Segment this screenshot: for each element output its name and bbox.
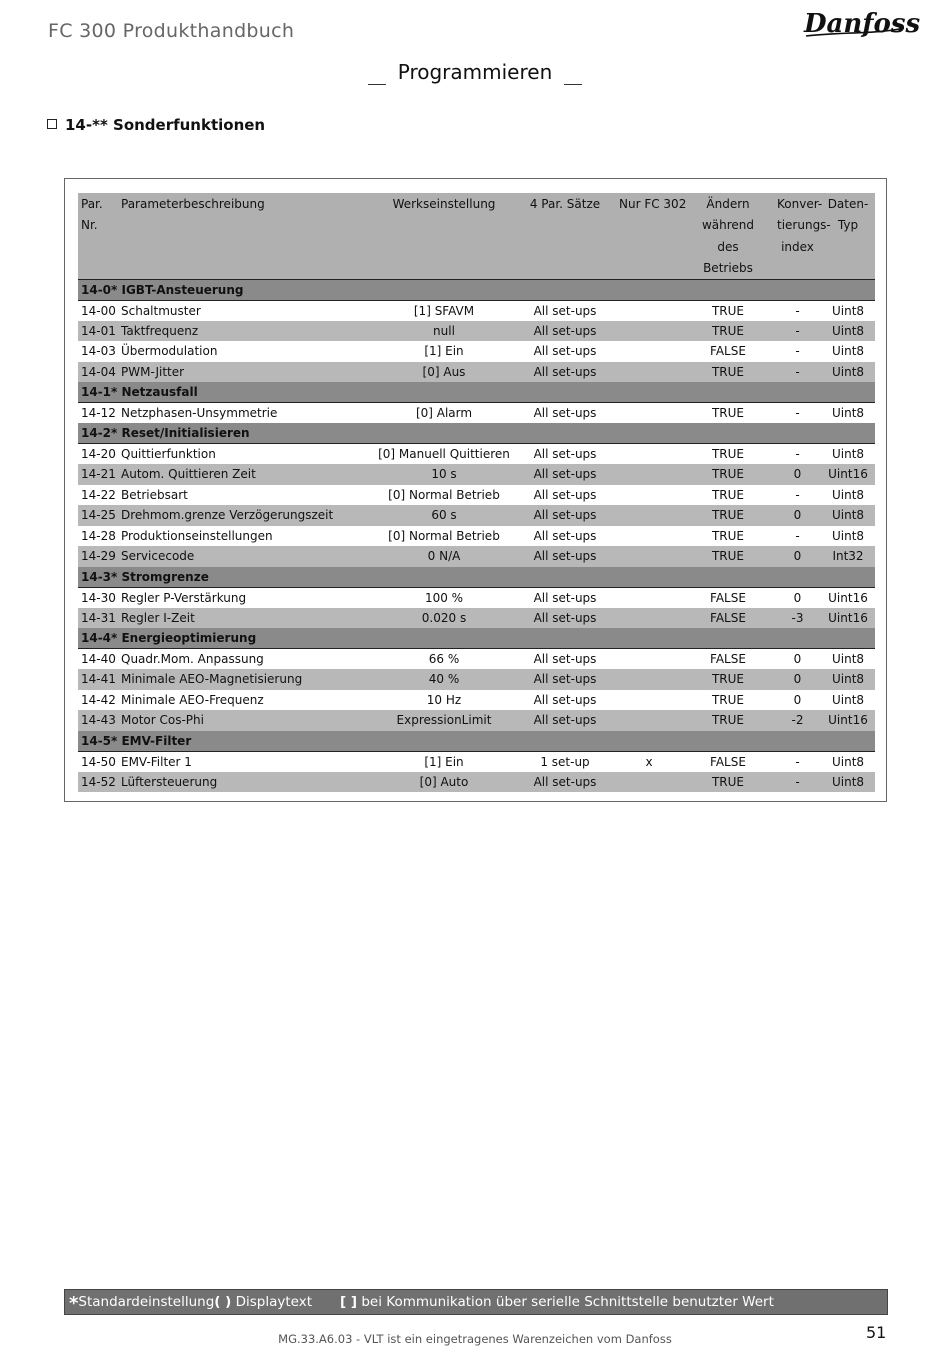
legend-bracket-symbol: [ ] bbox=[340, 1294, 358, 1310]
cell-par-nr: 14-40 bbox=[81, 652, 116, 666]
cell-conversion-index: - bbox=[795, 364, 800, 379]
cell-conversion-index: - bbox=[795, 344, 800, 359]
header-data-type: Typ bbox=[837, 218, 859, 233]
cell-fc302-only bbox=[616, 341, 682, 362]
header-description bbox=[118, 236, 374, 258]
cell-fc302-only bbox=[616, 444, 682, 465]
header-conversion-index bbox=[774, 258, 821, 280]
header-fc302-only bbox=[616, 258, 682, 280]
cell-data-type: Uint8 bbox=[831, 323, 865, 338]
cell-fc302-only bbox=[616, 772, 682, 793]
table-row bbox=[78, 649, 875, 670]
legend-paren-symbol: ( ) bbox=[214, 1294, 232, 1310]
cell-data-type: Uint16 bbox=[828, 467, 868, 482]
cell-fc302-only: x bbox=[645, 754, 653, 769]
cell-description: Autom. Quittieren Zeit bbox=[121, 467, 256, 482]
group-title: 14-2* Reset/Initialisieren bbox=[78, 423, 875, 444]
table-header bbox=[78, 193, 875, 280]
cell-set-ups: All set-ups bbox=[533, 487, 597, 502]
cell-data-type: Uint8 bbox=[831, 754, 865, 769]
cell-par-nr: 14-04 bbox=[81, 364, 116, 379]
cell-default: 0 N/A bbox=[427, 549, 461, 564]
section-heading bbox=[47, 116, 265, 134]
table-row bbox=[78, 772, 875, 793]
cell-description: Produktionseinstellungen bbox=[121, 528, 273, 543]
cell-set-ups: All set-ups bbox=[533, 467, 597, 482]
header-data-type bbox=[821, 258, 875, 280]
table-row bbox=[78, 710, 875, 731]
cell-description: Taktfrequenz bbox=[121, 323, 199, 338]
cell-description: Quadr.Mom. Anpassung bbox=[121, 652, 264, 666]
cell-data-type: Uint8 bbox=[831, 774, 865, 789]
header-row bbox=[78, 236, 875, 258]
header-description: Parameterbeschreibung bbox=[121, 196, 265, 211]
cell-data-type: Uint16 bbox=[828, 590, 868, 605]
header-conversion-index: index bbox=[781, 239, 814, 254]
cell-par-nr: 14-50 bbox=[81, 754, 116, 769]
cell-set-ups: All set-ups bbox=[533, 344, 597, 359]
cell-default: [0] Auto bbox=[419, 774, 469, 789]
cell-par-nr: 14-30 bbox=[81, 590, 116, 605]
group-row bbox=[78, 382, 875, 403]
cell-set-ups: 1 set-up bbox=[540, 754, 590, 769]
cell-conversion-index: - bbox=[795, 303, 800, 318]
header-description bbox=[118, 258, 374, 280]
cell-change-running: TRUE bbox=[711, 406, 745, 420]
cell-default: [0] Normal Betrieb bbox=[388, 487, 500, 502]
header-fc302-only bbox=[616, 236, 682, 258]
header-fc302-only bbox=[616, 215, 682, 237]
cell-fc302-only bbox=[616, 608, 682, 629]
cell-data-type: Uint8 bbox=[831, 364, 865, 379]
cell-conversion-index: 0 bbox=[793, 467, 802, 482]
header-set-ups bbox=[514, 215, 616, 237]
cell-description: Regler I-Zeit bbox=[121, 610, 195, 625]
cell-default: [0] Aus bbox=[422, 364, 466, 379]
cell-par-nr: 14-52 bbox=[81, 774, 116, 789]
table-row bbox=[78, 464, 875, 485]
cell-description: Drehmom.grenze Verzögerungszeit bbox=[121, 508, 334, 523]
group-title: 14-3* Stromgrenze bbox=[78, 567, 875, 588]
cell-conversion-index: - bbox=[795, 774, 800, 789]
cell-par-nr: 14-42 bbox=[81, 692, 116, 707]
cell-description: Servicecode bbox=[121, 549, 195, 564]
cell-change-running: TRUE bbox=[711, 487, 745, 502]
group-row bbox=[78, 280, 875, 301]
cell-change-running: TRUE bbox=[711, 692, 745, 707]
header-data-type: Daten- bbox=[827, 196, 869, 211]
cell-set-ups: All set-ups bbox=[533, 323, 597, 338]
header-default bbox=[374, 236, 514, 258]
cell-fc302-only bbox=[616, 546, 682, 567]
cell-conversion-index: 0 bbox=[793, 652, 802, 666]
cell-change-running: FALSE bbox=[710, 344, 746, 359]
cell-par-nr: 14-25 bbox=[81, 508, 116, 523]
cell-fc302-only bbox=[616, 669, 682, 690]
legend-standard: Standardeinstellung bbox=[78, 1294, 215, 1310]
danfoss-logo bbox=[800, 2, 921, 44]
footer-note: MG.33.A6.03 - VLT ist ein eingetragenes Warenzeichen vom Danfoss bbox=[278, 1332, 672, 1346]
cell-default: 60 s bbox=[431, 508, 457, 523]
cell-conversion-index: 0 bbox=[793, 549, 802, 564]
cell-conversion-index: - bbox=[795, 323, 800, 338]
parameter-table bbox=[78, 193, 875, 792]
cell-set-ups: All set-ups bbox=[533, 672, 597, 687]
cell-change-running: TRUE bbox=[711, 303, 745, 318]
cell-change-running: FALSE bbox=[710, 652, 746, 666]
cell-data-type: Uint8 bbox=[831, 406, 865, 420]
header-change-running: des bbox=[717, 239, 739, 254]
cell-set-ups: All set-ups bbox=[533, 508, 597, 523]
table-row bbox=[78, 321, 875, 342]
document-title: FC 300 Produkthandbuch bbox=[48, 20, 295, 42]
chapter-title: Programmieren bbox=[397, 60, 553, 84]
cell-data-type: Uint8 bbox=[831, 344, 865, 359]
cell-conversion-index: - bbox=[795, 528, 800, 543]
legend-bus: bei Kommunikation über serielle Schnittstelle benutzter Wert bbox=[361, 1294, 774, 1310]
cell-fc302-only bbox=[616, 362, 682, 383]
cell-data-type: Uint8 bbox=[831, 652, 865, 666]
cell-description: Schaltmuster bbox=[121, 303, 201, 318]
table-row bbox=[78, 669, 875, 690]
cell-conversion-index: 0 bbox=[793, 672, 802, 687]
group-row bbox=[78, 628, 875, 649]
cell-fc302-only bbox=[616, 649, 682, 670]
cell-default: null bbox=[433, 323, 455, 338]
cell-data-type: Uint16 bbox=[828, 713, 868, 728]
cell-par-nr: 14-21 bbox=[81, 467, 116, 482]
cell-change-running: FALSE bbox=[710, 754, 746, 769]
table-row bbox=[78, 362, 875, 383]
table-row bbox=[78, 444, 875, 465]
cell-description: PWM-Jitter bbox=[121, 364, 185, 379]
cell-default: 66 % bbox=[428, 652, 460, 666]
cell-set-ups: All set-ups bbox=[533, 774, 597, 789]
table-row bbox=[78, 485, 875, 506]
header-par-nr bbox=[78, 258, 118, 280]
section-title: 14-** Sonderfunktionen bbox=[65, 116, 266, 134]
cell-fc302-only bbox=[616, 321, 682, 342]
cell-set-ups: All set-ups bbox=[533, 652, 597, 666]
header-description bbox=[118, 215, 374, 237]
cell-description: Quittierfunktion bbox=[121, 447, 216, 461]
cell-description: Netzphasen-Unsymmetrie bbox=[121, 406, 278, 420]
cell-description: Regler P-Verstärkung bbox=[121, 590, 247, 605]
asterisk-icon: * bbox=[69, 1293, 79, 1314]
cell-change-running: TRUE bbox=[711, 467, 745, 482]
cell-change-running: TRUE bbox=[711, 672, 745, 687]
cell-fc302-only bbox=[616, 587, 682, 608]
chapter-dash-left bbox=[368, 84, 386, 85]
legend-bar bbox=[64, 1289, 888, 1315]
cell-set-ups: All set-ups bbox=[533, 303, 597, 318]
cell-change-running: TRUE bbox=[711, 549, 745, 564]
cell-conversion-index: 0 bbox=[793, 590, 802, 605]
cell-set-ups: All set-ups bbox=[533, 610, 597, 625]
cell-par-nr: 14-20 bbox=[81, 447, 116, 461]
cell-description: Übermodulation bbox=[121, 344, 218, 359]
table-row bbox=[78, 403, 875, 424]
checkbox-square-icon bbox=[47, 119, 57, 129]
group-title: 14-1* Netzausfall bbox=[78, 382, 875, 403]
cell-fc302-only bbox=[616, 690, 682, 711]
header-conversion-index: Konver- bbox=[777, 196, 823, 211]
cell-conversion-index: -3 bbox=[791, 610, 804, 625]
cell-default: [0] Alarm bbox=[415, 406, 473, 420]
header-set-ups: 4 Par. Sätze bbox=[529, 196, 601, 211]
cell-default: 10 Hz bbox=[426, 692, 462, 707]
cell-set-ups: All set-ups bbox=[533, 549, 597, 564]
cell-conversion-index: - bbox=[795, 447, 800, 461]
header-row bbox=[78, 258, 875, 280]
cell-default: 100 % bbox=[424, 590, 464, 605]
cell-data-type: Uint16 bbox=[828, 610, 868, 625]
cell-conversion-index: -2 bbox=[791, 713, 804, 728]
cell-set-ups: All set-ups bbox=[533, 364, 597, 379]
cell-default: [1] SFAVM bbox=[413, 303, 475, 318]
cell-description: Minimale AEO-Magnetisierung bbox=[121, 672, 303, 687]
header-change-running: Ändern bbox=[706, 196, 750, 211]
cell-fc302-only bbox=[616, 505, 682, 526]
table-row bbox=[78, 608, 875, 629]
cell-par-nr: 14-28 bbox=[81, 528, 116, 543]
cell-par-nr: 14-41 bbox=[81, 672, 116, 687]
cell-fc302-only bbox=[616, 526, 682, 547]
header-conversion-index: tierungs- bbox=[777, 218, 831, 233]
group-row bbox=[78, 731, 875, 752]
header-par-nr: Par. bbox=[81, 196, 103, 211]
header-default: Werkseinstellung bbox=[392, 196, 496, 211]
cell-set-ups: All set-ups bbox=[533, 713, 597, 728]
cell-set-ups: All set-ups bbox=[533, 692, 597, 707]
cell-default: 10 s bbox=[431, 467, 457, 482]
cell-description: Lüftersteuerung bbox=[121, 774, 218, 789]
table-row bbox=[78, 751, 875, 772]
cell-par-nr: 14-03 bbox=[81, 344, 116, 359]
cell-par-nr: 14-29 bbox=[81, 549, 116, 564]
cell-conversion-index: 0 bbox=[793, 508, 802, 523]
cell-description: Betriebsart bbox=[121, 487, 188, 502]
cell-description: EMV-Filter 1 bbox=[121, 754, 192, 769]
cell-fc302-only bbox=[616, 710, 682, 731]
cell-fc302-only bbox=[616, 485, 682, 506]
cell-data-type: Uint8 bbox=[831, 508, 865, 523]
header-default bbox=[374, 258, 514, 280]
cell-set-ups: All set-ups bbox=[533, 528, 597, 543]
chapter-dash-right bbox=[564, 84, 582, 85]
cell-par-nr: 14-43 bbox=[81, 713, 116, 728]
header-change-running: während bbox=[701, 218, 755, 233]
cell-conversion-index: 0 bbox=[793, 692, 802, 707]
header-default bbox=[374, 215, 514, 237]
cell-default: [1] Ein bbox=[424, 344, 464, 359]
cell-fc302-only bbox=[616, 464, 682, 485]
header-par-nr: Nr. bbox=[81, 218, 98, 233]
cell-par-nr: 14-01 bbox=[81, 323, 116, 338]
header-set-ups bbox=[514, 236, 616, 258]
header-fc302-only: Nur FC 302 bbox=[619, 196, 687, 211]
cell-change-running: TRUE bbox=[711, 323, 745, 338]
group-title: 14-5* EMV-Filter bbox=[78, 731, 875, 752]
cell-change-running: TRUE bbox=[711, 774, 745, 789]
cell-set-ups: All set-ups bbox=[533, 447, 597, 461]
group-row bbox=[78, 423, 875, 444]
header-change-running: Betriebs bbox=[682, 258, 774, 280]
cell-change-running: TRUE bbox=[711, 447, 745, 461]
group-row bbox=[78, 567, 875, 588]
cell-default: ExpressionLimit bbox=[396, 713, 492, 728]
table-row bbox=[78, 526, 875, 547]
cell-change-running: FALSE bbox=[710, 590, 746, 605]
header-row bbox=[78, 215, 875, 237]
cell-data-type: Uint8 bbox=[831, 303, 865, 318]
group-title: 14-4* Energieoptimierung bbox=[78, 628, 875, 649]
chapter-heading bbox=[0, 60, 950, 85]
table-row bbox=[78, 546, 875, 567]
group-title: 14-0* IGBT-Ansteuerung bbox=[78, 280, 875, 301]
cell-default: [0] Normal Betrieb bbox=[388, 528, 500, 543]
cell-par-nr: 14-22 bbox=[81, 487, 116, 502]
cell-default: [1] Ein bbox=[424, 754, 464, 769]
cell-data-type: Uint8 bbox=[831, 487, 865, 502]
cell-conversion-index: - bbox=[795, 487, 800, 502]
cell-description: Motor Cos-Phi bbox=[121, 713, 204, 728]
table-row bbox=[78, 690, 875, 711]
cell-default: [0] Manuell Quittieren bbox=[378, 447, 510, 461]
table-row bbox=[78, 587, 875, 608]
cell-par-nr: 14-31 bbox=[81, 610, 116, 625]
cell-set-ups: All set-ups bbox=[533, 406, 597, 420]
cell-data-type: Uint8 bbox=[831, 528, 865, 543]
cell-data-type: Uint8 bbox=[831, 447, 865, 461]
cell-conversion-index: - bbox=[795, 406, 800, 420]
cell-par-nr: 14-00 bbox=[81, 303, 116, 318]
cell-set-ups: All set-ups bbox=[533, 590, 597, 605]
cell-change-running: TRUE bbox=[711, 364, 745, 379]
table-row bbox=[78, 505, 875, 526]
svg-text:Danfoss: Danfoss bbox=[804, 9, 921, 39]
header-set-ups bbox=[514, 258, 616, 280]
header-data-type bbox=[821, 236, 875, 258]
cell-default: 40 % bbox=[428, 672, 460, 687]
header-par-nr bbox=[78, 236, 118, 258]
table-body bbox=[78, 280, 875, 793]
legend-display: Displaytext bbox=[235, 1294, 313, 1310]
cell-data-type: Uint8 bbox=[831, 692, 865, 707]
cell-change-running: TRUE bbox=[711, 528, 745, 543]
table-row bbox=[78, 300, 875, 321]
cell-fc302-only bbox=[616, 403, 682, 424]
cell-data-type: Int32 bbox=[832, 549, 864, 564]
cell-conversion-index: - bbox=[795, 754, 800, 769]
header-row bbox=[78, 193, 875, 215]
cell-change-running: FALSE bbox=[710, 610, 746, 625]
cell-par-nr: 14-12 bbox=[81, 406, 116, 420]
cell-description: Minimale AEO-Frequenz bbox=[121, 692, 264, 707]
table-row bbox=[78, 341, 875, 362]
cell-fc302-only bbox=[616, 300, 682, 321]
cell-data-type: Uint8 bbox=[831, 672, 865, 687]
cell-change-running: TRUE bbox=[711, 713, 745, 728]
cell-change-running: TRUE bbox=[711, 508, 745, 523]
cell-default: 0.020 s bbox=[421, 610, 467, 625]
page-number: 51 bbox=[866, 1323, 887, 1342]
